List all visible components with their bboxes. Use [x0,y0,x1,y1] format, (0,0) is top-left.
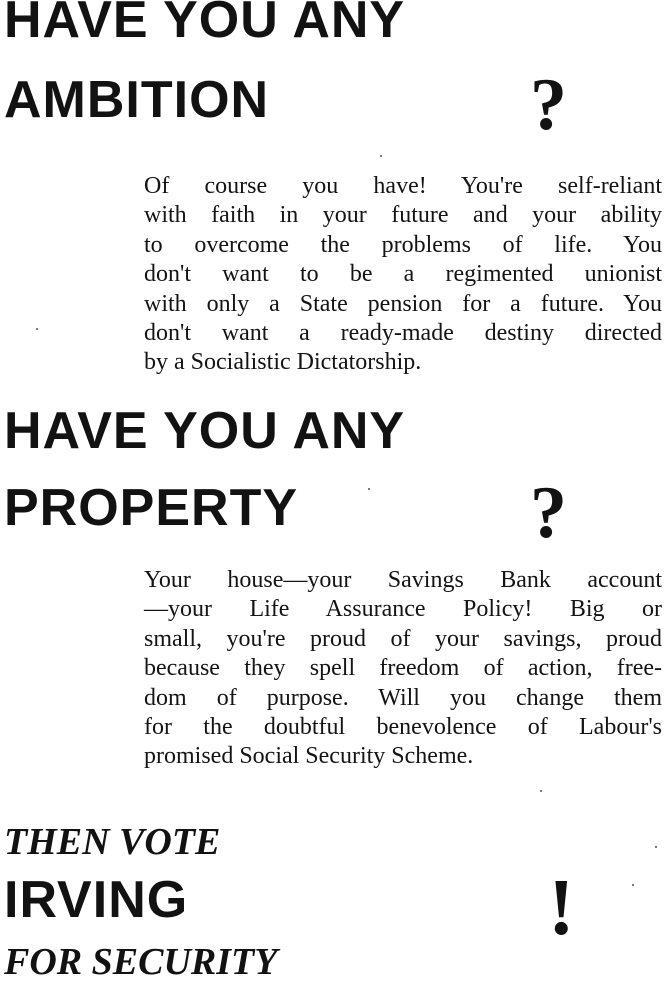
headline-property: PROPERTY [4,479,299,537]
headline-ambition: AMBITION [4,71,270,129]
for-security-line: FOR SECURITY [4,941,278,983]
question-mark-2: ? [530,472,567,554]
headline-have-you-any-2: HAVE YOU ANY [4,402,406,460]
paragraph-line: because they spell freedom of action, free- [144,655,662,682]
headline-have-you-any-1: HAVE YOU ANY [4,0,406,49]
print-speck [655,846,657,848]
print-speck [380,155,382,157]
paragraph-line: small, you're proud of your savings, proud [144,625,662,652]
print-speck [540,790,542,792]
paragraph-line: with only a State pension for a future. You [144,290,662,317]
candidate-name: IRVING [4,871,189,929]
ambition-paragraph [144,172,662,378]
paragraph-line: to overcome the problems of life. You [144,231,662,258]
paragraph-line: with faith in your future and your ability [144,202,662,229]
paragraph-line: Of course you have! You're self-reliant [144,173,662,199]
property-paragraph [144,566,662,772]
paragraph-line: don't want to be a regimented unionist [144,261,662,288]
paragraph-line: —your Life Assurance Policy! Big or [144,596,662,623]
print-speck [368,488,370,490]
paragraph-line: promised Social Security Scheme. [144,743,474,770]
paragraph-line: for the doubtful benevolence of Labour's [144,714,662,741]
then-vote-line: THEN VOTE [4,821,221,863]
paragraph-line: by a Socialistic Dictatorship. [144,349,422,376]
question-mark-1: ? [530,64,567,146]
paragraph-line: don't want a ready-made destiny directed [144,320,662,347]
paragraph-line: dom of purpose. Will you change them [144,684,662,711]
paragraph-line: Your house—your Savings Bank account [144,567,662,593]
print-speck [632,884,634,886]
print-speck [36,328,38,330]
exclamation-mark: ! [548,864,575,952]
